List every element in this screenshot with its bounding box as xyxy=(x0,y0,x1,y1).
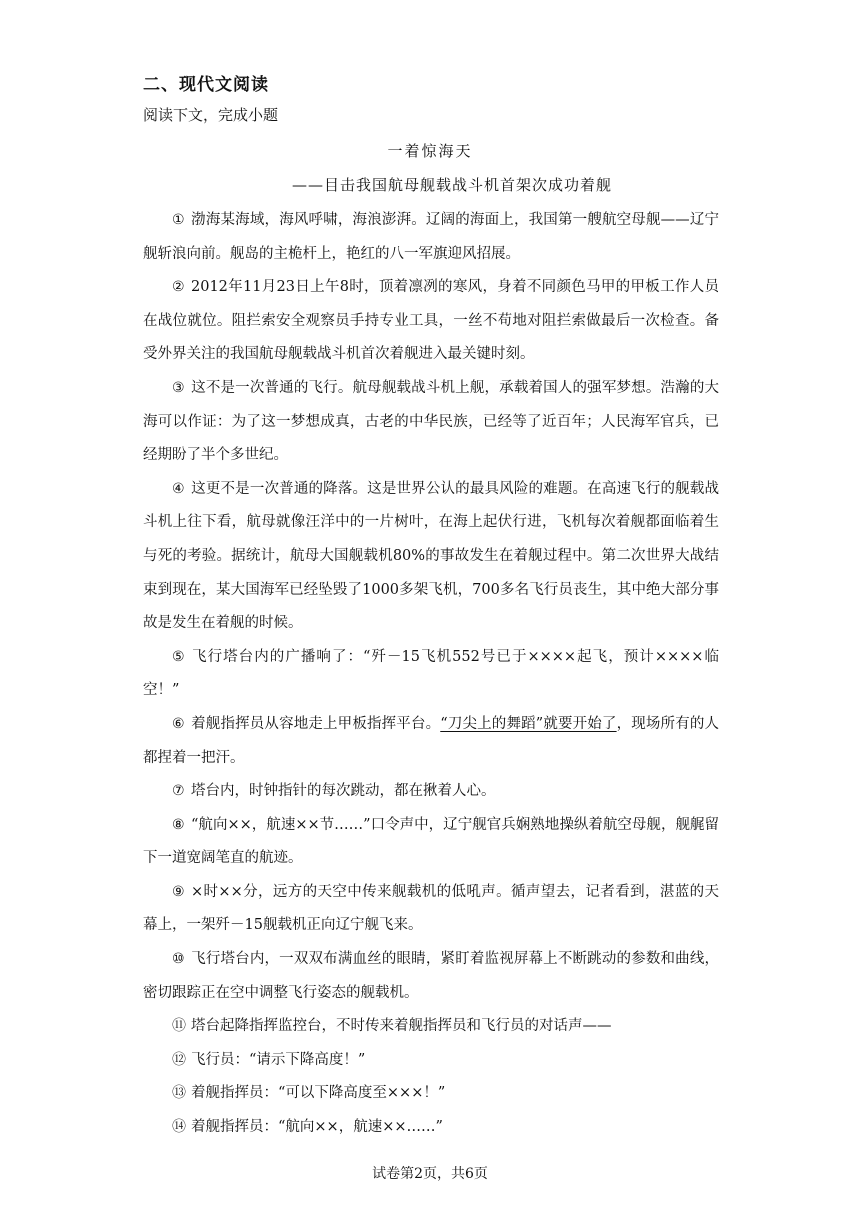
paragraph-9 xyxy=(143,876,719,943)
paragraph-text: 这更不是一次普通的降落。这是世界公认的最具风险的难题。在高速飞行的舰载战斗机上往下看，航母就像汪洋中的一片树叶，在海上起伏行进，飞机每次着舰都面临着生与死的考验。据统计，航母大国舰载机80%的事故发生在着舰过程中。第二次世界大战结束到现在，某大国海军已经坠毁了1000多架飞机，700多名飞行员丧生，其中绝大部分事故是发生在着舰的时候。 xyxy=(143,480,719,632)
section-heading: 二、现代文阅读 xyxy=(143,75,269,95)
paragraph-11 xyxy=(143,1010,719,1044)
paragraph-number: ⑭ xyxy=(172,1119,186,1136)
paragraph-5 xyxy=(143,641,719,708)
paragraph-number: ⑧ xyxy=(172,816,185,833)
paragraph-number: ⑪ xyxy=(172,1018,186,1035)
paragraph-text: 飞行员：“请示下降高度！” xyxy=(191,1051,366,1068)
paragraph-2 xyxy=(143,271,719,372)
page-footer: 试卷第2页，共6页 xyxy=(372,1166,488,1182)
paragraph-number: ① xyxy=(172,212,185,228)
article-title: 一着惊海天 xyxy=(387,142,473,160)
paragraph-number: ⑥ xyxy=(172,715,185,732)
paragraph-text: 飞行塔台内，一双双布满血丝的眼睛，紧盯着监视屏幕上不断跳动的参数和曲线，密切跟踪正在空中调整飞行姿态的舰载机。 xyxy=(143,951,719,1001)
paragraph-10 xyxy=(143,943,719,1010)
paragraph-13 xyxy=(143,1077,719,1111)
paragraph-text: 着舰指挥员：“航向××，航速××……” xyxy=(191,1119,443,1136)
paragraph-1 xyxy=(143,204,719,271)
paragraph-number: ③ xyxy=(172,379,185,396)
paragraph-text: 塔台内，时钟指针的每次跳动，都在揪着人心。 xyxy=(191,783,496,800)
paragraph-text: 2012年11月23日上午8时，顶着凛冽的寒风，身着不同颜色马甲的甲板工作人员在战位就位。阻拦索安全观察员手持专业工具，一丝不苟地对阻拦索做最后一次检查。备受外界关注的我国航母舰载战斗机首次着舰进入最关键时刻。 xyxy=(143,279,719,363)
article-body xyxy=(143,204,719,1145)
paragraph-text: 飞行塔台内的广播响了：“歼－15飞机552号已于××××起飞，预计××××临空！” xyxy=(143,648,719,699)
paragraph-number: ⑬ xyxy=(172,1085,186,1102)
article-subtitle: ——目击我国航母舰载战斗机首架次成功着舰 xyxy=(291,176,612,194)
paragraph-14 xyxy=(143,1111,719,1145)
paragraph-12 xyxy=(143,1044,719,1078)
paragraph-text: ×时××分，远方的天空中传来舰载机的低吼声。循声望去，记者看到，湛蓝的天幕上，一架歼－15舰载机正向辽宁舰飞来。 xyxy=(143,883,719,934)
paragraph-number: ⑫ xyxy=(172,1051,186,1068)
paragraph-text: 着舰指挥员从容地走上甲板指挥平台。 xyxy=(191,715,441,732)
paragraph-text: 渤海某海域，海风呼啸，海浪澎湃。辽阔的海面上，我国第一艘航空母舰——辽宁舰斩浪向前。舰岛的主桅杆上，艳红的八一军旗迎风招展。 xyxy=(143,212,719,262)
paragraph-text: 塔台起降指挥监控台，不时传来着舰指挥员和飞行员的对话声—— xyxy=(191,1018,612,1035)
reading-instruction: 阅读下文，完成小题 xyxy=(143,106,279,124)
paragraph-text: “航向××，航速××节……”口令声中，辽宁舰官兵娴熟地操纵着航空母舰，舰艉留下一道宽阔笔直的航迹。 xyxy=(143,816,719,867)
paragraph-text: 着舰指挥员：“可以下降高度至×××！” xyxy=(191,1085,446,1102)
paragraph-number: ⑨ xyxy=(172,883,185,900)
paragraph-number: ④ xyxy=(172,480,185,497)
paragraph-number: ⑤ xyxy=(172,648,185,665)
paragraph-3 xyxy=(143,372,719,473)
paragraph-7 xyxy=(143,775,719,809)
paragraph-8 xyxy=(143,809,719,876)
underlined-phrase: “刀尖上的舞蹈”就要开始了 xyxy=(440,715,617,732)
paragraph-number: ⑩ xyxy=(172,951,185,968)
paragraph-number: ⑦ xyxy=(172,783,185,800)
paragraph-text-continued: ，现场所有的人都捏着一把汗。 xyxy=(143,715,720,766)
paragraph-4 xyxy=(143,473,719,641)
paragraph-text: 这不是一次普通的飞行。航母舰载战斗机上舰，承载着国人的强军梦想。浩瀚的大海可以作证：为了这一梦想成真，古老的中华民族，已经等了近百年；人民海军官兵，已经期盼了半个多世纪。 xyxy=(143,379,719,464)
paragraph-6 xyxy=(143,708,719,775)
paragraph-number: ② xyxy=(172,279,185,296)
